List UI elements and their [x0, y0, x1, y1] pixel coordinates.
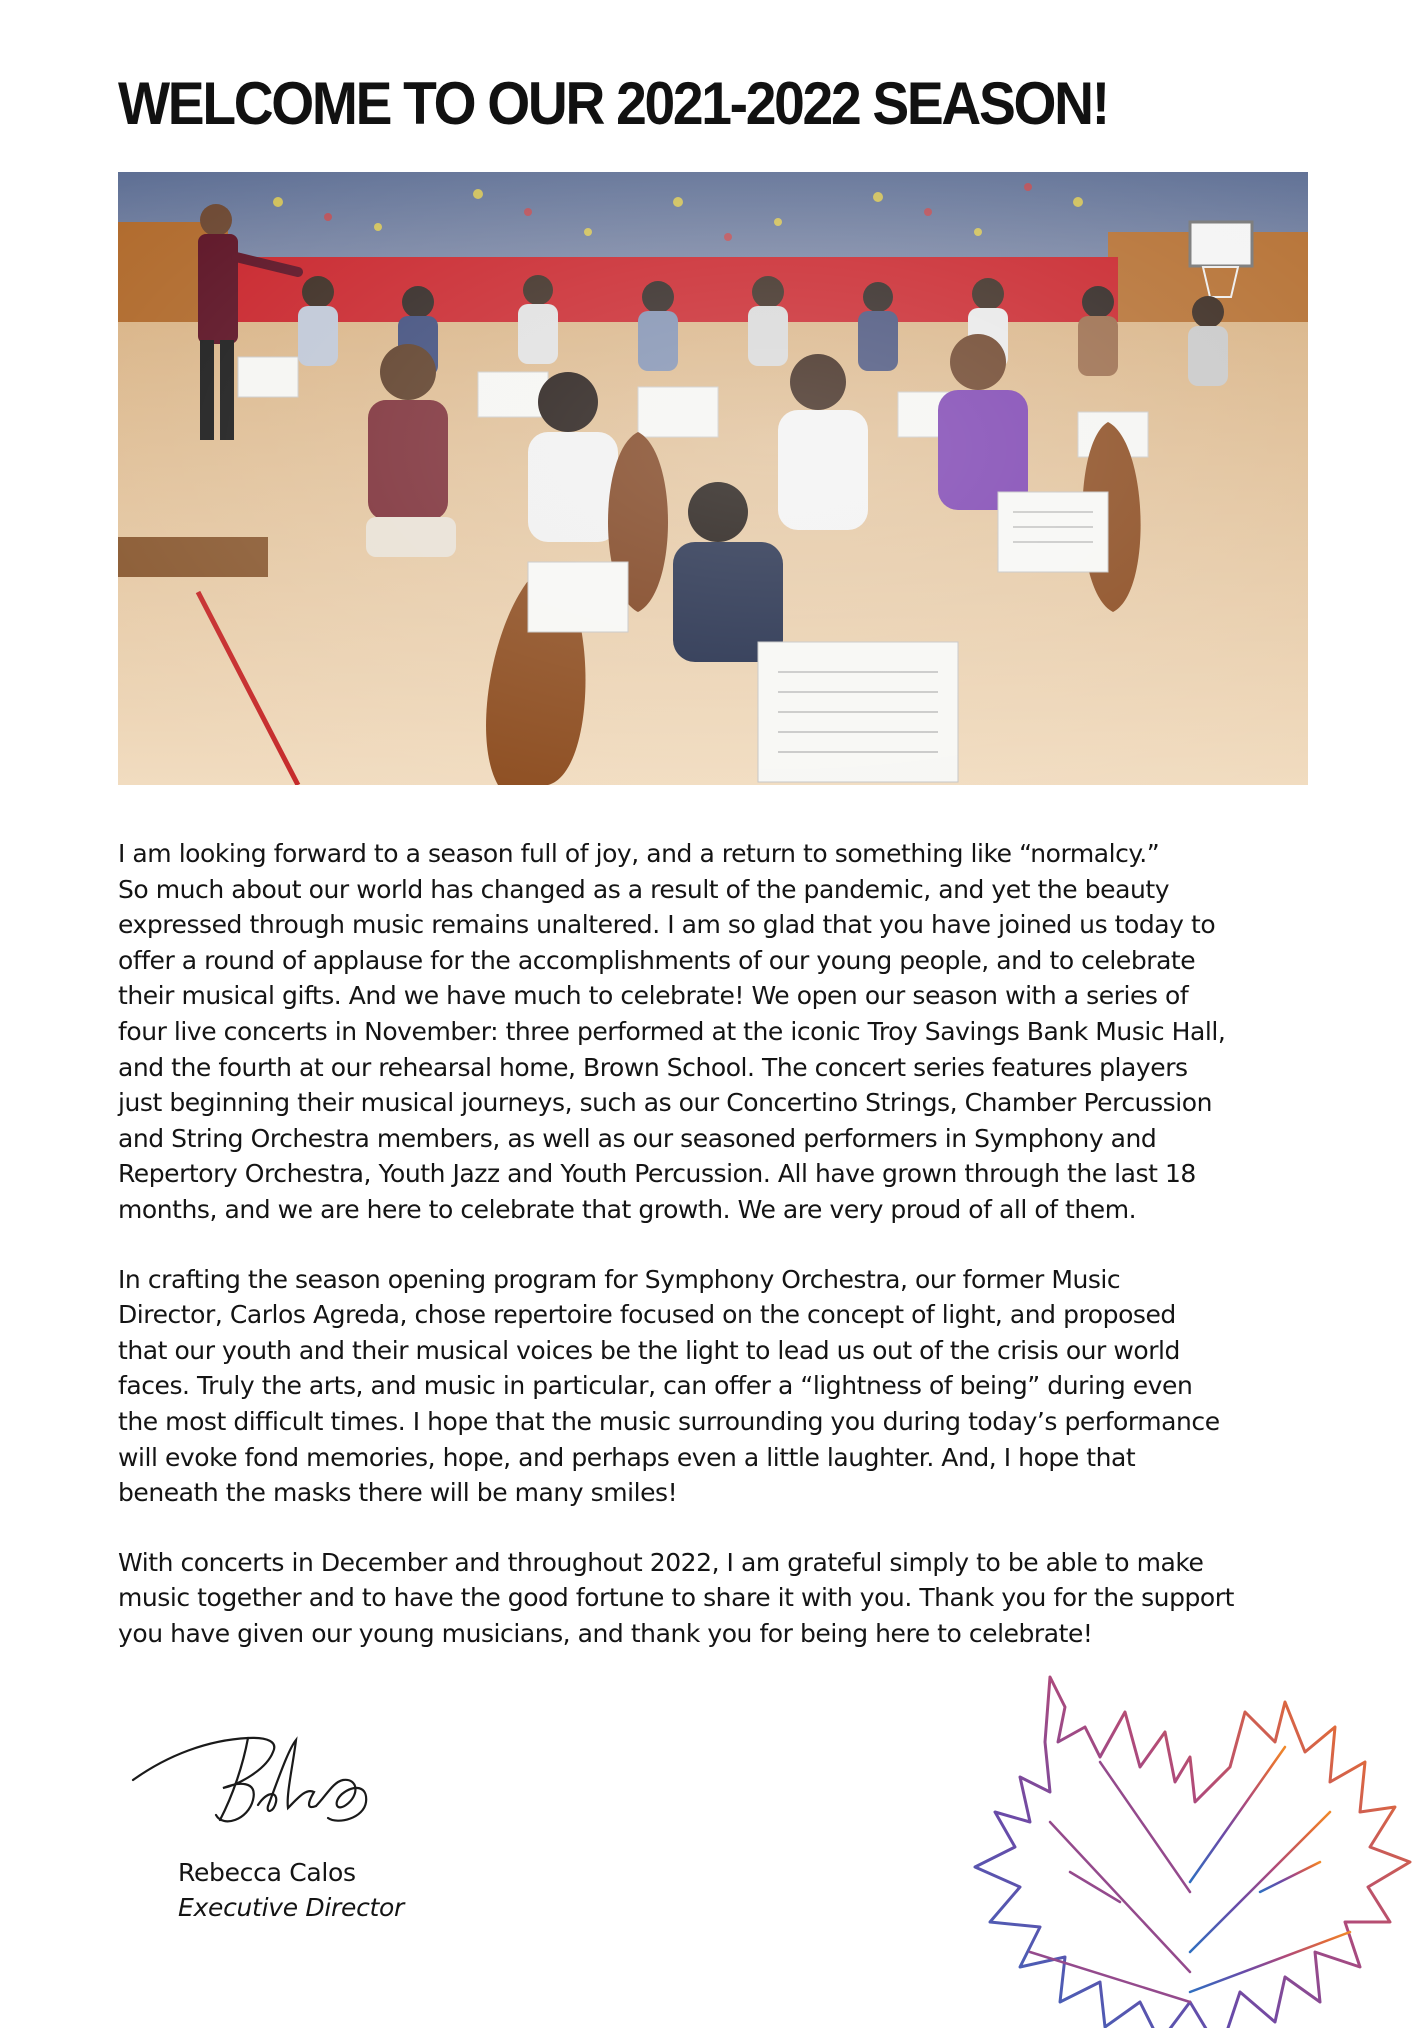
- maple-leaf-icon: [890, 1672, 1428, 2028]
- signer-name: Rebecca Calos: [178, 1858, 356, 1887]
- handwritten-signature: [128, 1710, 388, 1840]
- page-title: WELCOME TO OUR 2021-2022 SEASON!: [118, 70, 1108, 137]
- letter-paragraph: In crafting the season opening program for Symphony Orchestra, our former Music Director, Carlos Agreda, chose repertoire focused on the concept of light, and proposed that our youth and their musical voices be the light to lead us out of the crisis our world faces. Truly the arts, and music in particular, can offer a “lightness of being” during even the most difficult times. I hope that the music surrounding you during today’s performance will evoke fond memories, hope, and perhaps even a little laughter. And, I hope that beneath the masks there will be many smiles!: [118, 1264, 1220, 1508]
- letter-paragraph: I am looking forward to a season full of joy, and a return to something like “normalcy.” So much about our world has changed as a result of the pandemic, and yet the beauty expressed through music remains unaltered. I am so glad that you have joined us today to offer a round of applause for the accomplishments of our young people, and to celebrate their musical gifts. And we have much to celebrate! We open our season with a series of four live concerts in November: three performed at the iconic Troy Savings Bank Music Hall, and the fourth at our rehearsal home, Brown School. The concert series features players just beginning their musical journeys, such as our Concertino Strings, Chamber Percussion and String Orchestra members, as well as our seasoned performers in Symphony and Repertory Orchestra, Youth Jazz and Youth Percussion. All have grown through the last 18 months, and we are here to celebrate that growth. We are very proud of all of them.: [118, 839, 1226, 1224]
- letter-body: [118, 836, 1318, 1685]
- signer-title: Executive Director: [178, 1893, 405, 1922]
- orchestra-rehearsal-photo: [118, 172, 1308, 785]
- letter-paragraph: With concerts in December and throughout 2022, I am grateful simply to be able to make music together and to have the good fortune to share it with you. Thank you for the support you have given our young musicians, and thank you for being here to celebrate!: [118, 1547, 1234, 1648]
